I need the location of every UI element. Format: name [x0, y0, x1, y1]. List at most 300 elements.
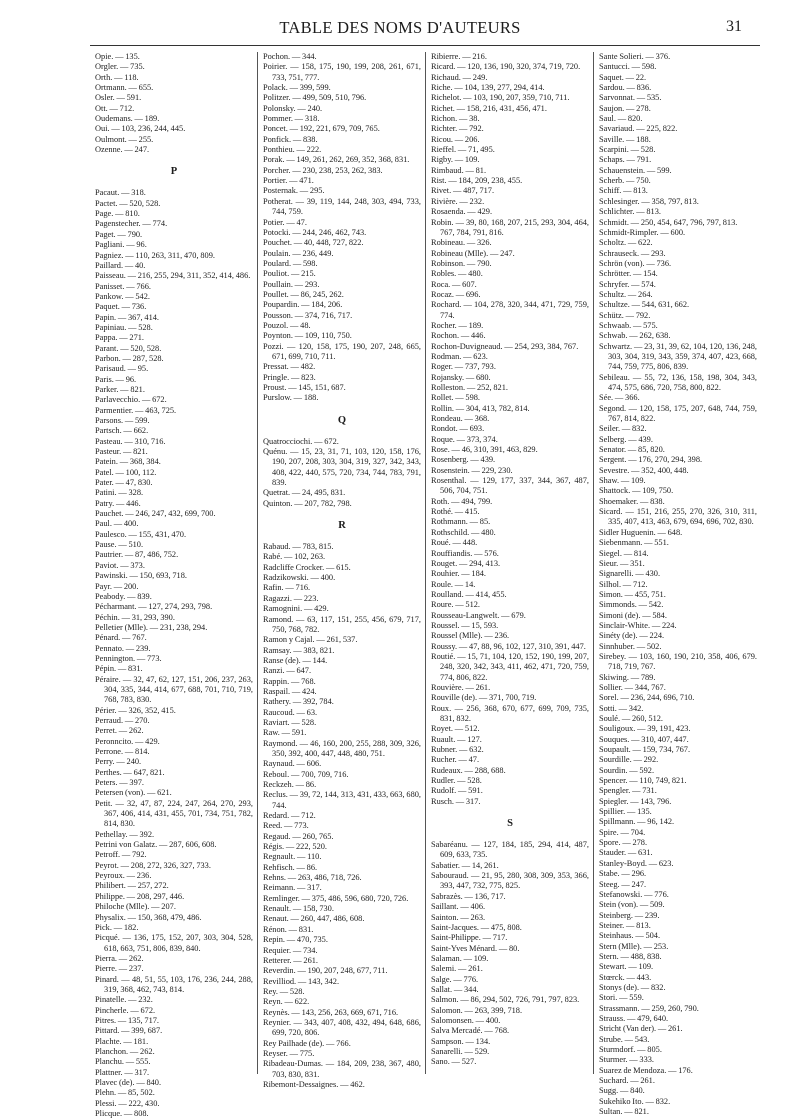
index-entry: Rosaenda. — 429. [431, 207, 493, 217]
index-entry: Sallat. — 344. [431, 984, 479, 994]
index-entry: Pozzi. — 120, 158, 175, 190, 207, 248, 665, 671, 699, 710, 711. [263, 341, 421, 361]
index-entry: Perret. — 262. [95, 726, 144, 736]
index-entry: Radcliffe Crocker. — 615. [263, 562, 351, 572]
index-entry: Rouvière. — 261. [431, 682, 491, 692]
index-columns [95, 52, 760, 1119]
index-entry: Porcher. — 230, 238, 253, 262, 383. [263, 165, 383, 175]
index-entry: Sieur. — 351. [599, 558, 645, 568]
index-entry: Ortmann. — 655. [95, 83, 154, 93]
index-entry: Sevestre. — 352, 400, 448. [599, 465, 689, 475]
index-entry: Saville. — 188. [599, 134, 651, 144]
index-entry: Pauchet. — 246, 247, 432, 699, 700. [95, 509, 216, 519]
index-entry: Picqué. — 136, 175, 152, 207, 303, 304, 528, 618, 663, 751, 806, 839, 840. [95, 933, 253, 953]
index-entry: Pépin. — 831. [95, 664, 143, 674]
index-entry: Salomon. — 263, 399, 718. [431, 1005, 523, 1015]
index-entry: Polonsky. — 240. [263, 103, 323, 113]
index-entry: Simmonds. — 542. [599, 600, 664, 610]
column-divider [593, 52, 594, 1074]
index-entry: Salmon. — 86, 294, 502, 726, 791, 797, 823. [431, 995, 580, 1005]
index-entry: Sarvonnat. — 535. [599, 93, 662, 103]
index-entry: Panisset. — 766. [95, 281, 151, 291]
index-entry: Salomonsen. — 400. [431, 1015, 501, 1025]
index-entry: Schiff. — 813. [599, 186, 648, 196]
index-entry: Saint-Jacques. — 475, 808. [431, 922, 522, 932]
index-entry: Pautrier. — 87, 486, 752. [95, 550, 179, 560]
index-entry: Rosenstein. — 229, 230. [431, 465, 513, 475]
index-column-1 [95, 52, 253, 1119]
index-entry: Philippe. — 208, 297, 446. [95, 891, 185, 901]
section-letter: Q [337, 414, 347, 426]
index-entry: Schrötter. — 154. [599, 269, 658, 279]
index-entry: Philoche (Mlle). — 207. [95, 902, 176, 912]
index-entry: Reverdin. — 190, 207, 248, 677, 711. [263, 966, 388, 976]
index-entry: Pouchet. — 40, 448, 727, 822. [263, 238, 364, 248]
index-entry: Scarpini. — 528. [599, 145, 656, 155]
index-entry: Ranzi. — 647. [263, 666, 312, 676]
column-divider [257, 52, 258, 1074]
index-entry: Schrauseck. — 293. [599, 248, 666, 258]
index-entry: Suchard. — 261. [599, 1076, 655, 1086]
index-entry: Spiegler. — 143, 796. [599, 796, 672, 806]
index-entry: Roussy. — 47, 88, 96, 102, 127, 310, 391, 447. [431, 641, 586, 651]
index-entry: Raspail. — 424. [263, 686, 317, 696]
index-entry: Pappa. — 271. [95, 333, 144, 343]
index-entry: Roussel (Mlle). — 236. [431, 631, 510, 641]
index-entry: Revilliod. — 143, 342. [263, 976, 340, 986]
index-entry: Plattner. — 317. [95, 1067, 150, 1077]
index-entry: Pagniez. — 110, 263, 311, 470, 809. [95, 250, 215, 260]
index-entry: Paget. — 790. [95, 229, 143, 239]
index-entry: Robineau (Mlle). — 247. [431, 248, 515, 258]
index-entry: Sicard. — 151, 216, 255, 270, 326, 310, 311, 335, 407, 413, 463, 679, 694, 696, 702, 830. [599, 507, 757, 527]
index-entry: Rénon. — 831. [263, 924, 314, 934]
index-entry: Sinclair-White. — 224. [599, 620, 677, 630]
index-entry: Redard. — 712. [263, 811, 316, 821]
index-entry: Rocher. — 189. [431, 320, 484, 330]
index-entry: Spore. — 278. [599, 838, 648, 848]
index-entry: Soulé. — 260, 512. [599, 714, 663, 723]
index-entry: Santucci. — 598. [599, 62, 657, 72]
index-entry: Sée. — 366. [599, 393, 640, 403]
index-entry: Rondeau. — 368. [431, 414, 490, 424]
index-entry: Poupardin. — 184, 206. [263, 300, 343, 310]
index-entry: Parant. — 520, 528. [95, 343, 162, 353]
section-letter: S [507, 818, 513, 830]
index-entry: Patini. — 328. [95, 488, 144, 498]
index-entry: Rothschild. — 480. [431, 527, 496, 537]
index-entry: Planchu. — 555. [95, 1057, 151, 1067]
index-entry: Rousseau-Langwelt. — 679. [431, 610, 526, 620]
index-entry: Salge. — 776. [431, 974, 479, 984]
index-entry: Pick. — 182. [95, 922, 139, 932]
index-entry: Pasteur. — 821. [95, 447, 148, 457]
index-entry: Stabe. — 296. [599, 869, 647, 879]
index-entry: Pouzol. — 48. [263, 320, 311, 330]
index-entry: Rochon. — 446. [431, 331, 486, 341]
index-entry: Rudolf. — 591. [431, 786, 483, 796]
index-entry: Sidler Huguenin. — 648. [599, 527, 683, 537]
index-entry: Reynier. — 343, 407, 408, 432, 494, 648, 686, 699, 720, 806. [263, 1017, 421, 1038]
index-entry: Roure. — 512. [431, 600, 480, 610]
index-entry: Salaman. — 109. [431, 953, 489, 963]
index-entry: Potocki. — 244, 246, 462, 743. [263, 227, 367, 237]
index-entry: Potier. — 47. [263, 217, 307, 227]
index-entry: Rochard. — 104, 278, 320, 344, 471, 729, 759, 774. [431, 300, 589, 320]
index-entry: Peyrot. — 208, 272, 326, 327, 733. [95, 860, 211, 870]
index-entry: Potherat. — 39, 119, 144, 248, 303, 494, 733, 744, 759. [263, 196, 421, 217]
index-entry: Stauder. — 631. [599, 848, 653, 858]
index-entry: Signarelli. — 430. [599, 569, 661, 579]
index-entry: Peyroux. — 236. [95, 871, 152, 881]
index-entry: Quatrocciochi. — 672. [263, 436, 339, 446]
index-entry: Schrön (von). — 736. [599, 258, 672, 268]
index-entry: Ribierre. — 216. [431, 52, 487, 61]
index-entry: Schmidt-Rimpler. — 600. [599, 227, 686, 237]
index-entry: Ott. — 712. [95, 103, 135, 113]
index-entry: Senator. — 85, 820. [599, 445, 665, 455]
index-entry: Regnault. — 110. [263, 852, 322, 862]
index-entry: Purslow. — 188. [263, 393, 319, 403]
index-entry: Pagliani. — 96. [95, 240, 147, 250]
index-entry: Ribemont-Dessaignes. — 462. [263, 1079, 365, 1089]
index-entry: Peronncito. — 429. [95, 736, 160, 746]
index-entry: Pénard. — 767. [95, 633, 147, 643]
index-entry: Routié. — 15, 71, 104, 120, 152, 190, 199, 207, 248, 320, 342, 343, 411, 462, 471, 720, 759, 774, 806, 822. [431, 651, 589, 682]
index-entry: Rochon-Duvigneaud. — 254, 293, 384, 767. [431, 341, 579, 351]
index-entry: Scherb. — 750. [599, 176, 651, 186]
index-entry: Ramon y Cajal. — 261, 537. [263, 635, 358, 645]
index-entry: Robineau. — 326. [431, 238, 492, 248]
index-entry: Schlesinger. — 358, 797, 813. [599, 196, 699, 206]
index-entry: Spillier. — 135. [599, 807, 652, 817]
index-entry: Steeg. — 247. [599, 879, 647, 889]
index-entry: Saillant. — 406. [431, 902, 486, 912]
index-entry: Sante Solieri. — 376. [599, 52, 671, 61]
index-entry: Peters. — 397. [95, 778, 144, 788]
index-entry: Payr. — 200. [95, 581, 139, 591]
index-entry: Siebenmann. — 551. [599, 538, 669, 548]
index-entry: Polack. — 399, 599. [263, 83, 331, 93]
index-entry: Richter. — 792. [431, 124, 484, 134]
index-entry: Ricard. — 120, 136, 190, 320, 374, 719, 720. [431, 62, 581, 72]
index-entry: Riche. — 104, 139, 277, 294, 414. [431, 83, 545, 93]
index-entry: Poulain. — 236, 449. [263, 248, 334, 258]
index-entry: Plessi. — 222, 430. [95, 1098, 160, 1108]
index-entry: Strube. — 543. [599, 1034, 650, 1044]
index-entry: Stefanowski. — 776. [599, 889, 669, 899]
index-entry: Petrini von Galatz. — 287, 606, 608. [95, 840, 217, 850]
index-entry: Ramognini. — 429. [263, 604, 329, 614]
header-rule [90, 45, 760, 46]
index-entry: Rudler. — 528. [431, 776, 482, 786]
index-entry: Pécharmant. — 127, 274, 293, 798. [95, 602, 213, 612]
index-entry: Rouffiandis. — 576. [431, 548, 499, 558]
index-entry: Stori. — 559. [599, 993, 644, 1003]
index-entry: Ramond. — 63, 117, 151, 255, 456, 679, 717, 750, 768, 782. [263, 614, 421, 634]
index-entry: Schütz. — 792. [599, 310, 651, 320]
index-entry: Raynaud. — 606. [263, 759, 322, 769]
index-entry: Paisseau. — 216, 255, 294, 311, 352, 414, 486. [95, 271, 251, 281]
index-entry: Roth. — 494, 799. [431, 496, 493, 506]
index-entry: Pitres. — 135, 717. [95, 1015, 159, 1025]
index-entry: Raw. — 591. [263, 728, 307, 738]
index-entry: Oulmont. — 255. [95, 134, 154, 144]
index-entry: Schwaab. — 575. [599, 320, 658, 330]
index-entry: Ozenne. — 247. [95, 145, 150, 155]
index-entry: Ribadeau-Dumas. — 184, 209, 238, 367, 480, 703, 830, 831. [263, 1059, 421, 1079]
index-entry: Parisaud. — 95. [95, 364, 149, 374]
index-entry: Richet. — 158, 216, 431, 456, 471. [431, 103, 547, 113]
index-entry: Oudemans. — 189. [95, 114, 160, 124]
index-entry: Pochon. — 344. [263, 52, 317, 61]
index-entry: Porak. — 149, 261, 262, 269, 352, 368, 831. [263, 155, 410, 165]
index-entry: Saquet. — 22. [599, 72, 647, 82]
index-entry: Petroff. — 792. [95, 850, 147, 860]
index-entry: Spencer. — 110, 749, 821. [599, 776, 687, 786]
index-entry: Spillmann. — 96, 142. [599, 817, 675, 827]
index-entry: Schwartz. — 23, 31, 39, 62, 104, 120, 136, 248, 303, 304, 319, 343, 359, 374, 407, 423, 668, 744, 759, 775, 806, 839. [599, 341, 757, 372]
index-entry: Orth. — 118. [95, 72, 139, 82]
index-entry: Parlavecchio. — 672. [95, 395, 167, 405]
index-entry: Robles. — 480. [431, 269, 483, 279]
index-entry: Reimann. — 317. [263, 883, 322, 893]
index-entry: Saujon. — 278. [599, 103, 651, 113]
index-entry: Sinéty (de). — 224. [599, 631, 665, 641]
index-entry: Rehfisch. — 86. [263, 862, 318, 872]
index-entry: Richaud. — 249. [431, 72, 488, 82]
index-entry: Parmentier. — 463, 725. [95, 405, 177, 415]
index-entry: Paulesco. — 155, 431, 470. [95, 529, 187, 539]
index-entry: Simon. — 455, 751. [599, 589, 666, 599]
index-entry: Schlichter. — 813. [599, 207, 661, 217]
index-entry: Plehn. — 85, 502. [95, 1088, 155, 1098]
index-entry: Périer. — 326, 352, 415. [95, 705, 176, 715]
index-entry: Sorel. — 236, 244, 696, 710. [599, 693, 695, 703]
index-entry: Rabé. — 102, 263. [263, 552, 326, 562]
page-number: 31 [726, 18, 742, 35]
index-entry: Politzer. — 499, 509, 510, 796. [263, 93, 367, 103]
index-entry: Shaw. — 109. [599, 476, 646, 486]
index-entry: Rojansky. — 680. [431, 372, 491, 382]
index-entry: Salemi. — 261. [431, 964, 483, 974]
index-entry: Planchon. — 262. [95, 1046, 155, 1056]
index-entry: Oui. — 103, 236, 244, 445. [95, 124, 186, 134]
index-entry: Paillard. — 40. [95, 260, 146, 270]
index-entry: Strauss. — 479, 640. [599, 1013, 669, 1023]
index-entry: Paris. — 96. [95, 374, 137, 384]
index-entry: Sergent. — 176, 270, 294, 398. [599, 455, 703, 465]
index-entry: Rivet. — 487, 717. [431, 186, 495, 196]
index-entry: Rubner. — 632. [431, 745, 484, 755]
index-entry: Pincherle. — 672. [95, 1005, 156, 1015]
index-entry: Stewart. — 109. [599, 962, 654, 972]
index-entry: Stern (Mlle). — 253. [599, 941, 669, 951]
index-entry: Schmidt. — 250, 454, 647, 796, 797, 813. [599, 217, 738, 227]
index-entry: Reynès. — 143, 256, 263, 669, 671, 716. [263, 1007, 399, 1017]
index-entry: Shoemaker. — 838. [599, 496, 665, 506]
index-entry: Sinnhuber. — 502. [599, 641, 662, 651]
index-entry: Ramsay. — 383, 821. [263, 645, 335, 655]
index-entry: Roca. — 607. [431, 279, 477, 289]
index-entry: Stein (von). — 509. [599, 900, 665, 910]
index-entry: Sardou. — 836. [599, 83, 652, 93]
index-entry: Peabody. — 839. [95, 591, 152, 601]
index-entry: Pacaut. — 318. [95, 188, 146, 198]
index-entry: Schultze. — 544, 631, 662. [599, 300, 690, 310]
index-entry: Saul. — 820. [599, 114, 643, 124]
index-entry: Rouville (de). — 371, 700, 719. [431, 693, 537, 703]
index-entry: Rieffel. — 71, 495. [431, 145, 495, 155]
index-entry: Ponthieu. — 222. [263, 145, 322, 155]
index-entry: Paquet. — 736. [95, 302, 147, 312]
index-entry: Proust. — 145, 151, 687. [263, 383, 346, 392]
index-entry: Pressat. — 482. [263, 362, 316, 372]
index-entry: Plavec (de). — 840. [95, 1078, 162, 1087]
index-entry: Sollier. — 344, 767. [599, 682, 666, 692]
index-entry: Sirebey. — 103, 160, 190, 210, 358, 406, 679. 718, 719, 767. [599, 651, 757, 672]
index-entry: Poynton. — 109, 110, 750. [263, 331, 352, 341]
index-entry: Rouget. — 294, 413. [431, 558, 501, 568]
index-entry: Perry. — 240. [95, 757, 142, 767]
index-entry: Pinard. — 48, 51, 55, 103, 176, 236, 244, 288, 319, 368, 462, 743, 814. [95, 974, 253, 994]
index-entry: Rodman. — 623. [431, 351, 488, 361]
index-entry: Rondot. — 693. [431, 424, 485, 434]
index-entry: Reboul. — 700, 709, 716. [263, 769, 349, 779]
index-entry: Page. — 810. [95, 209, 140, 219]
index-entry: Seiler. — 832. [599, 424, 647, 434]
index-entry: Régis. — 222, 520. [263, 842, 327, 852]
index-entry: Reyn. — 622. [263, 997, 310, 1007]
index-entry: Stonys (de). — 832. [599, 982, 666, 992]
index-entry: Sturmer. — 333. [599, 1055, 655, 1065]
index-entry: Royet. — 512. [431, 724, 480, 734]
index-entry: Suarez de Mendoza. — 176. [599, 1065, 693, 1075]
index-entry: Sturmdorf. — 805. [599, 1045, 662, 1054]
index-entry: Salva Mercadé. — 768. [431, 1026, 510, 1036]
index-entry: Rey. — 528. [263, 986, 305, 996]
index-entry: Renault. — 158, 730. [263, 904, 334, 914]
index-entry: Sourdille. — 292. [599, 755, 659, 765]
index-entry: Saint-Philippe. — 717. [431, 933, 508, 943]
index-entry: Pelletier (Mlle). — 231, 238, 294. [95, 622, 208, 632]
index-entry: Sultan. — 821. [599, 1107, 649, 1117]
index-entry: Strassmann. — 259, 260, 790. [599, 1003, 699, 1013]
index-entry: Rosenberg. — 439. [431, 455, 496, 465]
index-entry: Papin. — 367, 414. [95, 312, 159, 322]
index-entry: Shattock. — 109, 750. [599, 486, 674, 496]
index-entry: Reed. — 773. [263, 821, 309, 831]
index-entry: Remlinger. — 375, 486, 596, 680, 720, 726. [263, 893, 409, 903]
index-entry: Souques. — 310, 407, 447. [599, 734, 689, 744]
index-entry: Raviart. — 528. [263, 717, 317, 727]
index-entry: Rothmann. — 85. [431, 517, 491, 527]
index-entry: Perrone. — 814. [95, 747, 150, 756]
index-entry: Sebileau. — 55, 72, 136, 158, 198, 304, 343, 474, 575, 686, 720, 758, 800, 822. [599, 372, 757, 392]
index-entry: Regaud. — 260, 765. [263, 831, 334, 841]
index-entry: Poirier. — 158, 175, 190, 199, 208, 261, 671, 733, 751, 777. [263, 62, 421, 82]
index-entry: Pierra. — 262. [95, 953, 144, 963]
index-entry: Portier. — 471. [263, 176, 314, 186]
index-entry: Ranse (de). — 144. [263, 655, 328, 665]
index-entry: Rey Pailhade (de). — 766. [263, 1038, 351, 1048]
index-entry: Stœrck. — 443. [599, 972, 652, 982]
index-entry: Poullain. — 293. [263, 279, 320, 289]
index-entry: Steinberg. — 239. [599, 910, 660, 920]
index-entry: Rothé. — 415. [431, 507, 480, 517]
index-entry: Souligoux. — 39, 191, 423. [599, 724, 691, 734]
index-entry: Quénu. — 15, 23, 31, 71, 103, 120, 158, 176, 190, 207, 208, 303, 304, 319, 327, 342, 343, 408, 422, 440, 575, 720, 734, 744, 783, 791, 839. [263, 447, 421, 488]
index-entry: Reclus. — 39, 72, 144, 313, 431, 433, 663, 680, 744. [263, 790, 421, 810]
index-entry: Posternak. — 295. [263, 186, 325, 196]
index-entry: Roussel. — 15, 593. [431, 620, 499, 630]
index-entry: Roux. — 256, 368, 670, 677, 699, 709, 735, 831, 832. [431, 703, 589, 723]
index-entry: Poulard. — 598. [263, 258, 318, 268]
index-entry: Scholtz. — 622. [599, 238, 653, 248]
index-entry: Robinson. — 790. [431, 258, 492, 268]
index-entry: Sabrazès. — 136, 717. [431, 891, 506, 901]
index-entry: Segond. — 120, 158, 175, 207, 648, 744, 759, 767, 814, 822. [599, 403, 757, 424]
index-entry: Petit. — 32, 47, 87, 224, 247, 264, 270, 293, 367, 406, 414, 431, 455, 701, 734, 751, 782, 814, 830. [95, 798, 253, 829]
index-entry: Rolleston. — 252, 821. [431, 383, 508, 392]
index-entry: Quetrat. — 24, 495, 831. [263, 488, 346, 498]
index-entry: Rehns. — 263, 486, 718, 726. [263, 873, 362, 883]
index-entry: Pankow. — 542. [95, 291, 150, 301]
index-entry: Siegel. — 814. [599, 548, 649, 558]
index-entry: Pommer. — 318. [263, 114, 320, 124]
index-entry: Simoni (de). — 584. [599, 610, 667, 620]
index-entry: Pennington. — 773. [95, 653, 162, 663]
index-entry: Roule. — 14. [431, 579, 476, 589]
index-entry: Rimbaud. — 81. [431, 165, 487, 175]
index-entry: Sotti. — 342. [599, 703, 644, 713]
index-entry: Plicque. — 808. [95, 1109, 149, 1119]
index-entry: Rocaz. — 696. [431, 289, 481, 299]
index-entry: Sano. — 527. [431, 1057, 477, 1067]
index-entry: Requier. — 734. [263, 945, 318, 955]
index-entry: Schwab. — 262, 638. [599, 331, 671, 341]
index-entry: Roulland. — 414, 455. [431, 589, 507, 599]
index-entry: Rist. — 184, 209, 238, 455. [431, 176, 523, 186]
index-entry: Quinton. — 207, 782, 798. [263, 498, 352, 508]
index-entry: Rose. — 46, 310, 391, 463, 829. [431, 445, 538, 455]
index-entry: Rafin. — 716. [263, 583, 311, 593]
index-entry: Schultz. — 264. [599, 289, 653, 299]
index-entry: Pethellay. — 392. [95, 829, 155, 839]
index-entry: Pinatelle. — 232. [95, 995, 153, 1005]
index-entry: Rabaud. — 783, 815. [263, 542, 334, 552]
index-entry: Sabatier. — 14, 261. [431, 860, 499, 870]
index-entry: Rucher. — 47. [431, 755, 480, 765]
index-entry: Reyser. — 775. [263, 1048, 315, 1058]
index-entry: Parsons. — 599. [95, 416, 150, 425]
index-entry: Raucoud. — 63. [263, 707, 318, 717]
index-entry: Partsch. — 662. [95, 426, 149, 436]
index-entry: Pactet. — 520, 528. [95, 198, 161, 208]
index-entry: Patry. — 446. [95, 498, 141, 508]
index-entry: Saint-Yves Ménard. — 80. [431, 943, 520, 953]
index-entry: Schryfer. — 574. [599, 279, 656, 289]
index-entry: Rathery. — 392, 784. [263, 697, 334, 707]
index-entry: Pasteau. — 310, 716. [95, 436, 166, 446]
section-letter: R [338, 520, 346, 532]
index-entry: Rivière. — 232. [431, 196, 485, 206]
index-entry: Repin. — 470, 735. [263, 935, 328, 945]
index-entry: Paviot. — 373. [95, 560, 145, 570]
index-entry: Poullet. — 86, 245, 262. [263, 289, 344, 299]
index-entry: Radzikowski. — 400. [263, 573, 336, 583]
column-divider [425, 52, 426, 1074]
index-entry: Ricou. — 206. [431, 134, 480, 144]
